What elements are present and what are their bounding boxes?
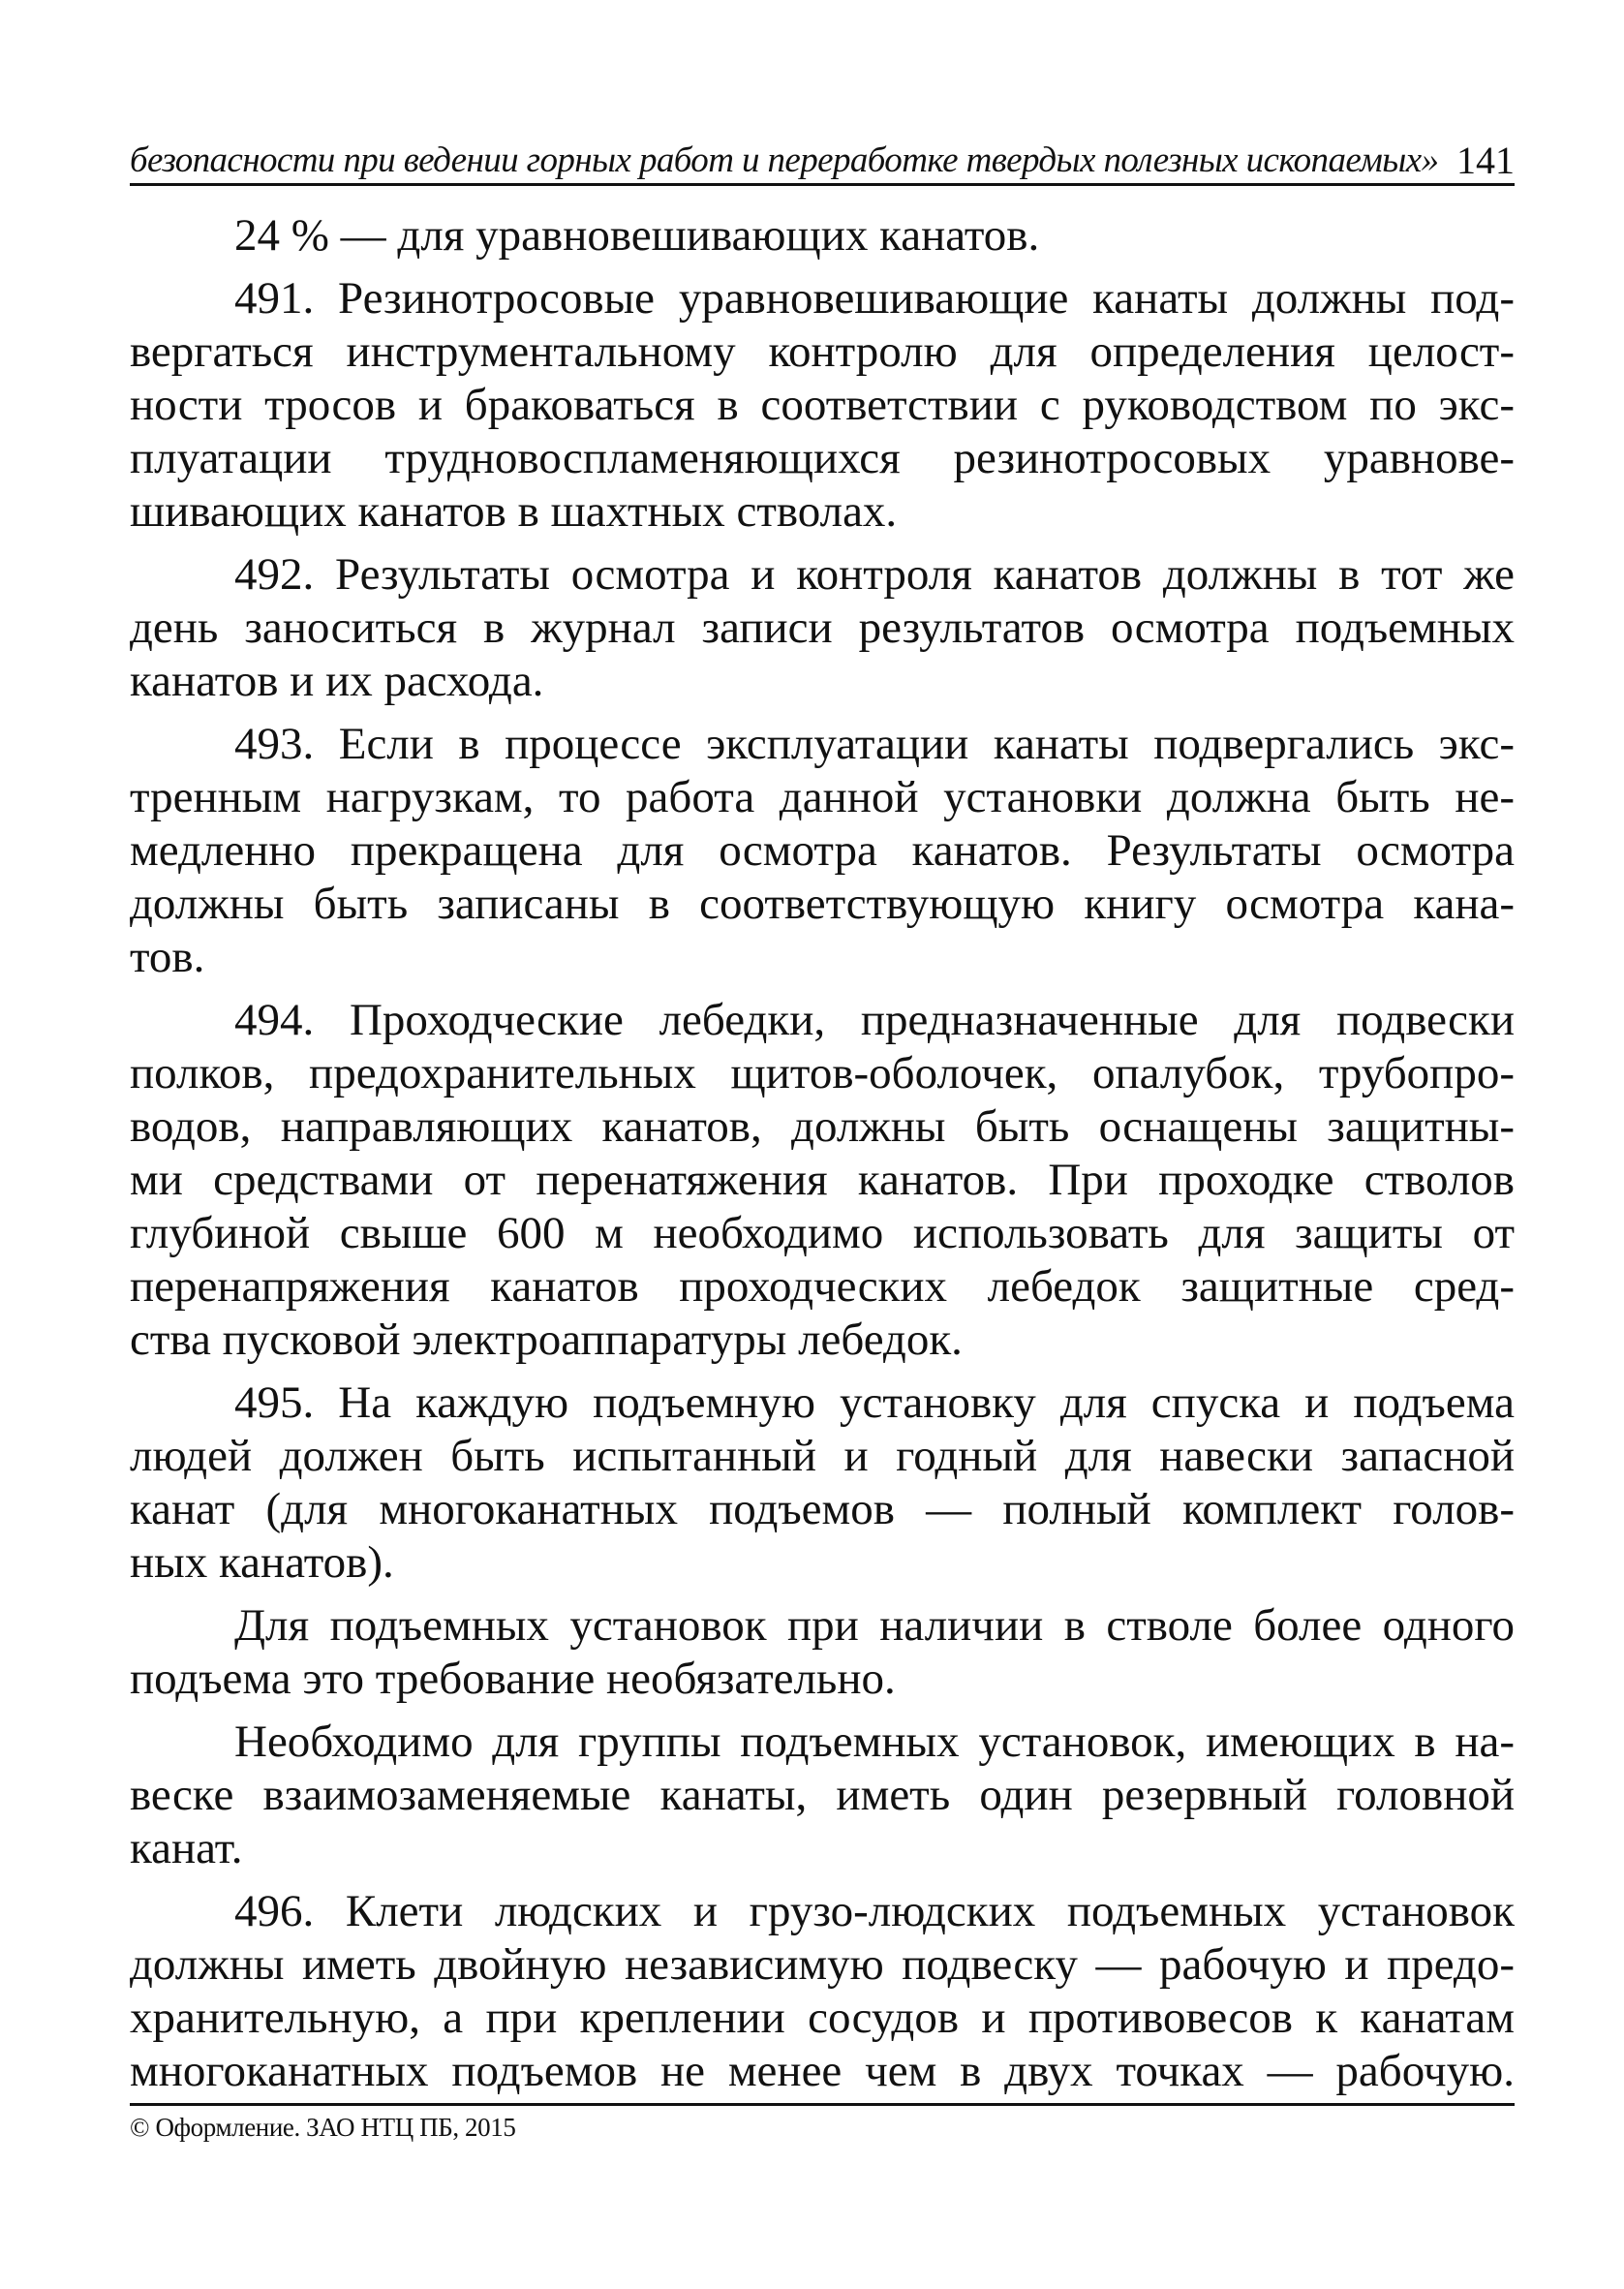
text-line: должны иметь двойную независимую подвеску — рабочую и предо- [130, 1939, 1515, 1990]
paragraph [130, 994, 1515, 1367]
text-line: Необходимо для группы подъемных установок, имеющих в на- [234, 1717, 1515, 1767]
text-line: 24 % — для уравновешивающих канатов. [234, 210, 1040, 261]
text-line: многоканатных подъемов не менее чем в двух точках — рабочую. [130, 2046, 1515, 2096]
footer-rule [130, 2103, 1515, 2106]
paragraph [130, 718, 1515, 984]
text-line: полков, предохранительных щитов-оболочек, опалубок, трубопро- [130, 1048, 1515, 1098]
text-line: ми средствами от перенатяжения канатов. При проходке стволов [130, 1155, 1515, 1205]
text-line: людей должен быть испытанный и годный для навески запасной [130, 1431, 1515, 1481]
text-line: канатов и их расхода. [130, 656, 544, 706]
paragraph [130, 209, 1515, 263]
paragraph [130, 272, 1515, 539]
paragraph [130, 1716, 1515, 1875]
text-line: 495. На каждую подъемную установку для спуска и подъема [234, 1377, 1515, 1428]
text-line: Для подъемных установок при наличии в стволе более одного [234, 1600, 1515, 1651]
text-line: тренным нагрузкам, то работа данной установки должна быть не- [130, 772, 1515, 822]
text-line: должны быть записаны в соответствующую книгу осмотра кана- [130, 879, 1515, 929]
text-line: подъема это требование необязательно. [130, 1654, 896, 1704]
text-line: вергаться инструментальному контролю для определения целост- [130, 326, 1515, 377]
text-line: веске взаимозаменяемые канаты, иметь один резервный головной [130, 1770, 1515, 1820]
text-line: водов, направляющих канатов, должны быть оснащены защитны- [130, 1101, 1515, 1152]
footer-copyright: © Оформление. ЗАО НТЦ ПБ, 2015 [130, 2113, 516, 2142]
paragraph [130, 548, 1515, 708]
page-number: 141 [1456, 139, 1515, 182]
text-line: шивающих канатов в шахтных стволах. [130, 486, 898, 537]
paragraph [130, 1376, 1515, 1590]
text-line: 492. Результаты осмотра и контроля канатов должны в тот же [234, 549, 1515, 600]
text-line: ных канатов). [130, 1537, 394, 1588]
text-line: перенапряжения канатов проходческих лебедок защитные сред- [130, 1261, 1515, 1312]
text-line: хранительную, а при креплении сосудов и противовесов к канатам [130, 1993, 1515, 2043]
text-line: ства пусковой электроаппаратуры лебедок. [130, 1315, 963, 1365]
text-line: канат. [130, 1823, 243, 1873]
text-line: 496. Клети людских и грузо-людских подъемных установок [234, 1886, 1515, 1936]
document-body [130, 209, 1515, 2108]
text-line: медленно прекращена для осмотра канатов. Результаты осмотра [130, 825, 1515, 876]
text-line: глубиной свыше 600 м необходимо использовать для защиты от [130, 1208, 1515, 1258]
text-line: день заноситься в журнал записи результатов осмотра подъемных [130, 603, 1515, 653]
text-line: плуатации трудновоспламеняющихся резинотросовых уравнове- [130, 433, 1515, 483]
header-title: безопасности при ведении горных работ и переработке твердых полезных ископаемых» [130, 140, 1439, 180]
text-line: тов. [130, 932, 205, 982]
header-rule [130, 183, 1515, 186]
text-line: канат (для многоканатных подъемов — полный комплект голов- [130, 1484, 1515, 1534]
paragraph [130, 1885, 1515, 2098]
running-header [130, 136, 1515, 184]
text-line: 491. Резинотросовые уравновешивающие канаты должны под- [234, 273, 1515, 324]
text-line: 494. Проходческие лебедки, предназначенные для подвески [234, 995, 1515, 1045]
text-line: 493. Если в процессе эксплуатации канаты подвергались экс- [234, 719, 1515, 769]
text-line: ности тросов и браковаться в соответствии с руководством по экс- [130, 380, 1515, 430]
paragraph [130, 1599, 1515, 1706]
